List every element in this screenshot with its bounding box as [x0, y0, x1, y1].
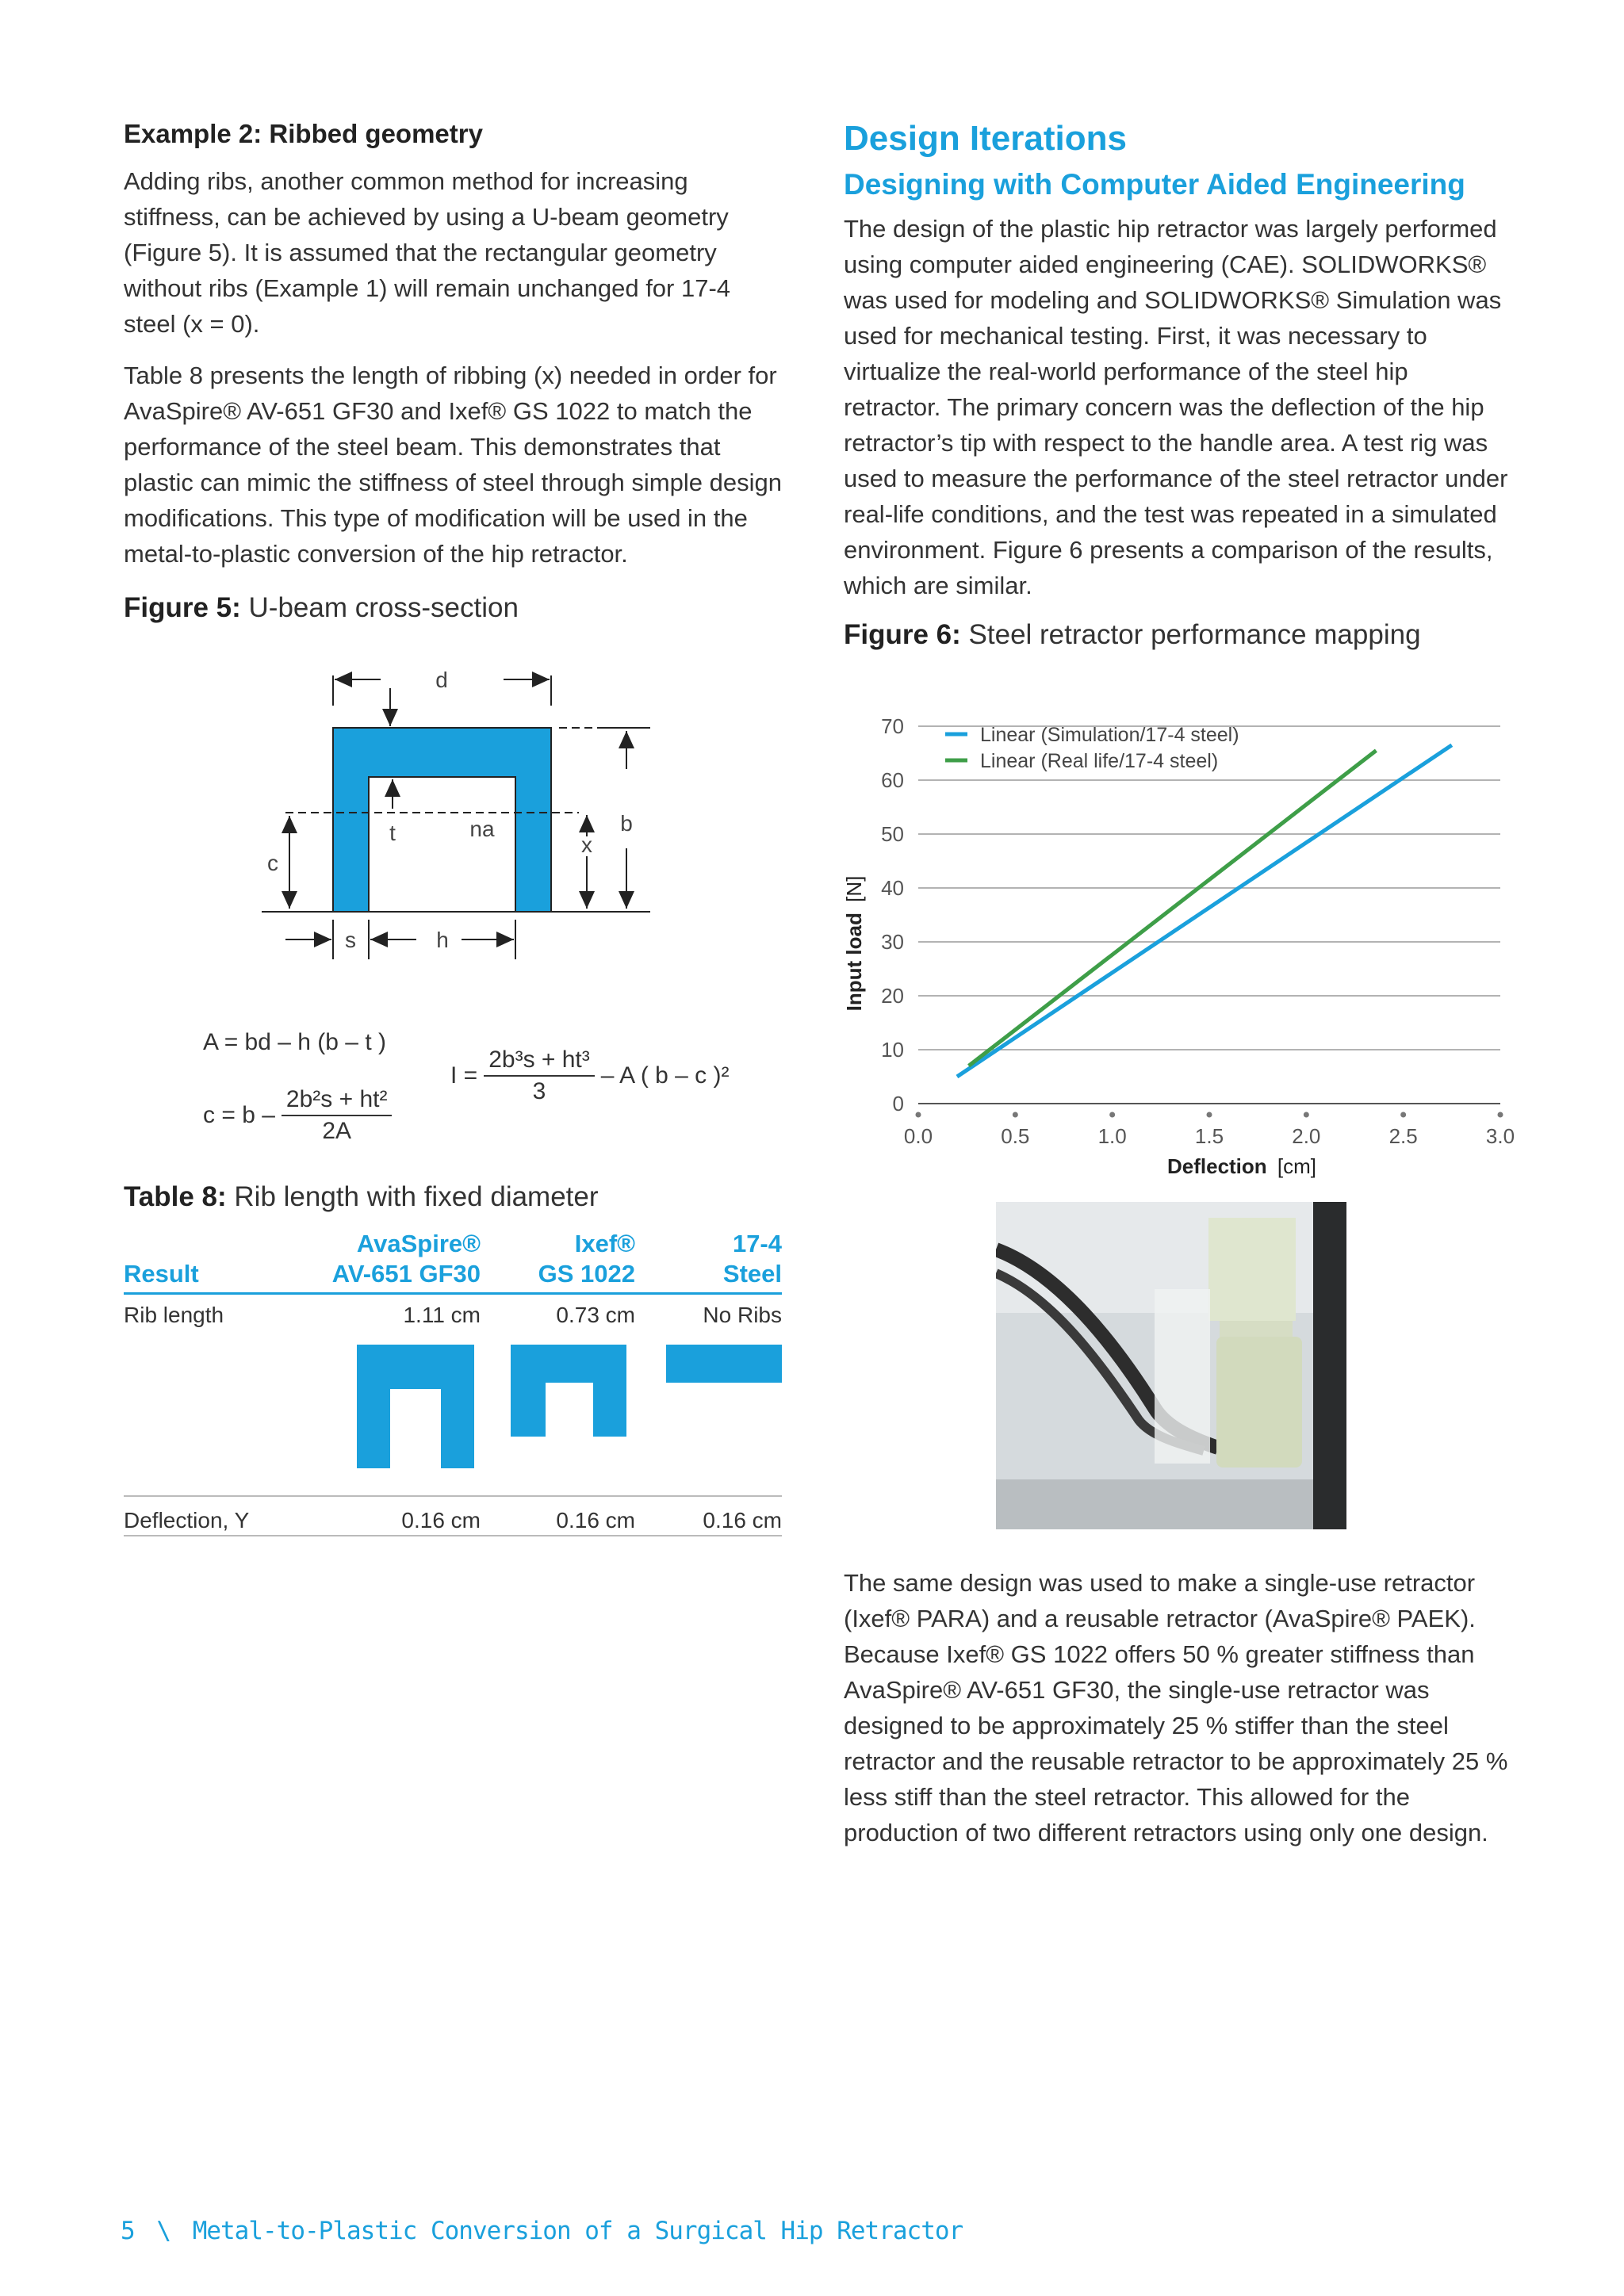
- figure-5-label: Figure 5:: [124, 592, 241, 623]
- header-avaspire-line2: AV-651 GF30: [331, 1260, 481, 1288]
- header-steel: [635, 1229, 782, 1294]
- test-rig-illustration: [996, 1202, 1346, 1529]
- label-b: b: [620, 811, 633, 836]
- header-result: Result: [124, 1229, 298, 1294]
- row-deflection-avaspire: 0.16 cm: [401, 1508, 481, 1533]
- header-avaspire: [298, 1229, 481, 1294]
- row-deflection-steel: 0.16 cm: [703, 1508, 782, 1533]
- y-tick-50: 50: [881, 822, 904, 846]
- footer-title: Metal-to-Plastic Conversion of a Surgical Hip Retractor: [192, 2217, 963, 2245]
- x-tick-2.0: 2.0: [1292, 1124, 1321, 1148]
- y-tick-70: 70: [881, 714, 904, 738]
- x-tick-2.5: 2.5: [1388, 1124, 1418, 1148]
- header-ixef-line1: Ixef®: [574, 1230, 635, 1257]
- label-na: na: [469, 817, 495, 841]
- header-steel-line1: 17-4: [732, 1230, 782, 1257]
- label-s: s: [345, 928, 356, 952]
- x-tick-0.5: 0.5: [1001, 1124, 1030, 1148]
- x-dot-1.0: [1109, 1112, 1115, 1118]
- header-steel-line2: Steel: [722, 1260, 782, 1288]
- x-dot-0.5: [1013, 1112, 1018, 1118]
- x-dot-0.0: [916, 1112, 921, 1118]
- right-paragraph-1: The design of the plastic hip retractor was largely performed using computer aided engineering (CAE). SOLIDWORKS® was used for modeling and SOLIDWORKS® Simulation was used for mechanical testing. First, it was necessary to virtualize the real-world performance of the steel hip retractor. The primary concern was the deflection of the hip retractor’s tip with respect to the handle area. A test rig was used to measure the performance of the steel retractor under real-life conditions, and the test was repeated in a simulated environment. Figure 6 presents a comparison of the results, which are similar.: [844, 215, 1508, 599]
- chart-x-label: [1167, 1154, 1316, 1178]
- x-tick-1.5: 1.5: [1194, 1124, 1224, 1148]
- formula-c-numerator: 2b²s + ht²: [282, 1085, 393, 1116]
- table-bottom-rule: [124, 1535, 782, 1536]
- right-bottom-text: [844, 1565, 1510, 1866]
- ixef-rib-shape: [511, 1345, 628, 1438]
- label-h: h: [436, 928, 449, 952]
- row-rib-length-steel: No Ribs: [703, 1303, 782, 1327]
- left-paragraph-2: Table 8 presents the length of ribbing (x) needed in order for AvaSpire® AV-651 GF30 and Ixef® GS 1022 to match the performance of the steel beam. This demonstrates that plastic can mimic the stiffness of steel through simple design modifications. This type of modification will be used in the metal-to-plastic conversion of the hip retractor.: [124, 362, 782, 568]
- performance-chart: [837, 706, 1516, 1189]
- table-8-caption: [124, 1181, 599, 1213]
- example-heading: Example 2: Ribbed geometry: [124, 119, 483, 148]
- figure-6-label: Figure 6:: [844, 619, 961, 650]
- x-tick-1.0: 1.0: [1097, 1124, 1127, 1148]
- footer-divider: \: [156, 2217, 171, 2245]
- x-tick-0.0: 0.0: [903, 1124, 933, 1148]
- y-tick-0: 0: [892, 1092, 904, 1115]
- formula-i-rhs: – A ( b – c )²: [600, 1062, 730, 1089]
- row-rib-length-label: Rib length: [124, 1303, 224, 1327]
- figure-5-caption: [124, 592, 782, 624]
- formula-inertia: [450, 1045, 730, 1107]
- chart-series: [957, 745, 1452, 1077]
- header-ixef-line2: GS 1022: [538, 1260, 635, 1288]
- chart-x-ticks: [904, 1124, 1515, 1148]
- y-tick-30: 30: [881, 930, 904, 954]
- y-label-bold: Input load: [842, 913, 866, 1012]
- x-dot-3.0: [1498, 1112, 1503, 1118]
- page-footer: [121, 2217, 963, 2245]
- formula-i-denominator: 3: [532, 1078, 546, 1104]
- x-dot-2.0: [1304, 1112, 1309, 1118]
- formula-area: A = bd – h (b – t ): [203, 1029, 386, 1055]
- figure-6-title: Steel retractor performance mapping: [968, 619, 1421, 650]
- table-divider: [124, 1495, 782, 1497]
- header-avaspire-line1: AvaSpire®: [356, 1230, 481, 1257]
- left-column: [124, 119, 782, 624]
- formula-c-fraction: [282, 1085, 393, 1146]
- label-d: d: [435, 668, 448, 692]
- x-label-unit: [cm]: [1277, 1154, 1317, 1178]
- x-label-bold: Deflection: [1166, 1154, 1267, 1178]
- figure-5-title: U-beam cross-section: [248, 592, 519, 623]
- legend-label-2: Linear (Real life/17-4 steel): [980, 750, 1219, 772]
- steel-flat-shape: [666, 1345, 783, 1384]
- chart-y-label: [842, 876, 866, 1012]
- row-deflection-ixef: 0.16 cm: [556, 1508, 635, 1533]
- y-tick-20: 20: [881, 984, 904, 1008]
- formula-c-denominator: 2A: [322, 1118, 352, 1144]
- table-8-label: Table 8:: [124, 1181, 227, 1212]
- y-tick-40: 40: [881, 876, 904, 900]
- formula-i-lhs: I =: [450, 1062, 478, 1089]
- section-subtitle: Designing with Computer Aided Engineering: [844, 168, 1465, 201]
- formula-i-fraction: [484, 1045, 595, 1107]
- series-line-1: [957, 745, 1452, 1077]
- left-paragraph-1: Adding ribs, another common method for increasing stiffness, can be achieved by using a U-beam geometry (Figure 5). It is assumed that the rectangular geometry without ribs (Example 1) will remain unchanged for 17-4 steel (x = 0).: [124, 167, 731, 338]
- avaspire-rib-shape: [357, 1345, 476, 1470]
- y-tick-10: 10: [881, 1038, 904, 1062]
- row-rib-length-avaspire: 1.11 cm: [403, 1303, 481, 1327]
- test-rig-photo: [996, 1202, 1346, 1529]
- figure-6-caption: [844, 619, 1510, 651]
- table-row: [124, 1294, 782, 1337]
- u-beam-shape: [333, 728, 551, 912]
- section-title: Design Iterations: [844, 119, 1127, 158]
- row-deflection-label: Deflection, Y: [124, 1508, 250, 1533]
- series-line-2: [969, 751, 1377, 1066]
- row-rib-length-ixef: 0.73 cm: [556, 1303, 635, 1327]
- x-dot-2.5: [1400, 1112, 1406, 1118]
- formula-i-numerator: 2b³s + ht³: [484, 1045, 595, 1077]
- label-c: c: [267, 851, 278, 875]
- chart-grid: [918, 726, 1500, 1104]
- formula-c: [203, 1085, 392, 1146]
- chart-x-dots: [916, 1112, 1503, 1118]
- right-column: [844, 119, 1510, 651]
- page-number: 5: [121, 2217, 135, 2245]
- rib-length-table: [124, 1229, 782, 1336]
- table-8: [124, 1229, 782, 1336]
- y-tick-60: 60: [881, 768, 904, 792]
- chart-legend: [945, 724, 1239, 772]
- header-ixef: [481, 1229, 635, 1294]
- table-8-title: Rib length with fixed diameter: [234, 1181, 599, 1212]
- x-dot-1.5: [1207, 1112, 1212, 1118]
- label-x: x: [581, 832, 592, 857]
- table-header-row: [124, 1229, 782, 1294]
- legend-label-1: Linear (Simulation/17-4 steel): [980, 724, 1239, 746]
- x-tick-3.0: 3.0: [1485, 1124, 1515, 1148]
- label-t: t: [389, 821, 396, 845]
- right-paragraph-2: The same design was used to make a single-use retractor (Ixef® PARA) and a reusable retractor (AvaSpire® PAEK). Because Ixef® GS 1022 offers 50 % greater stiffness than AvaSpire® AV-651 GF30, the single-use retractor was designed to be approximately 25 % stiffer than the steel retractor and the reusable retractor to be approximately 25 % less stiff than the steel retractor. This allowed for the production of two different retractors using only one design.: [844, 1569, 1508, 1846]
- chart-y-ticks: [881, 714, 904, 1115]
- u-beam-diagram: [254, 658, 666, 991]
- y-label-unit: [N]: [842, 875, 866, 902]
- formula-c-lhs: c = b –: [203, 1102, 275, 1128]
